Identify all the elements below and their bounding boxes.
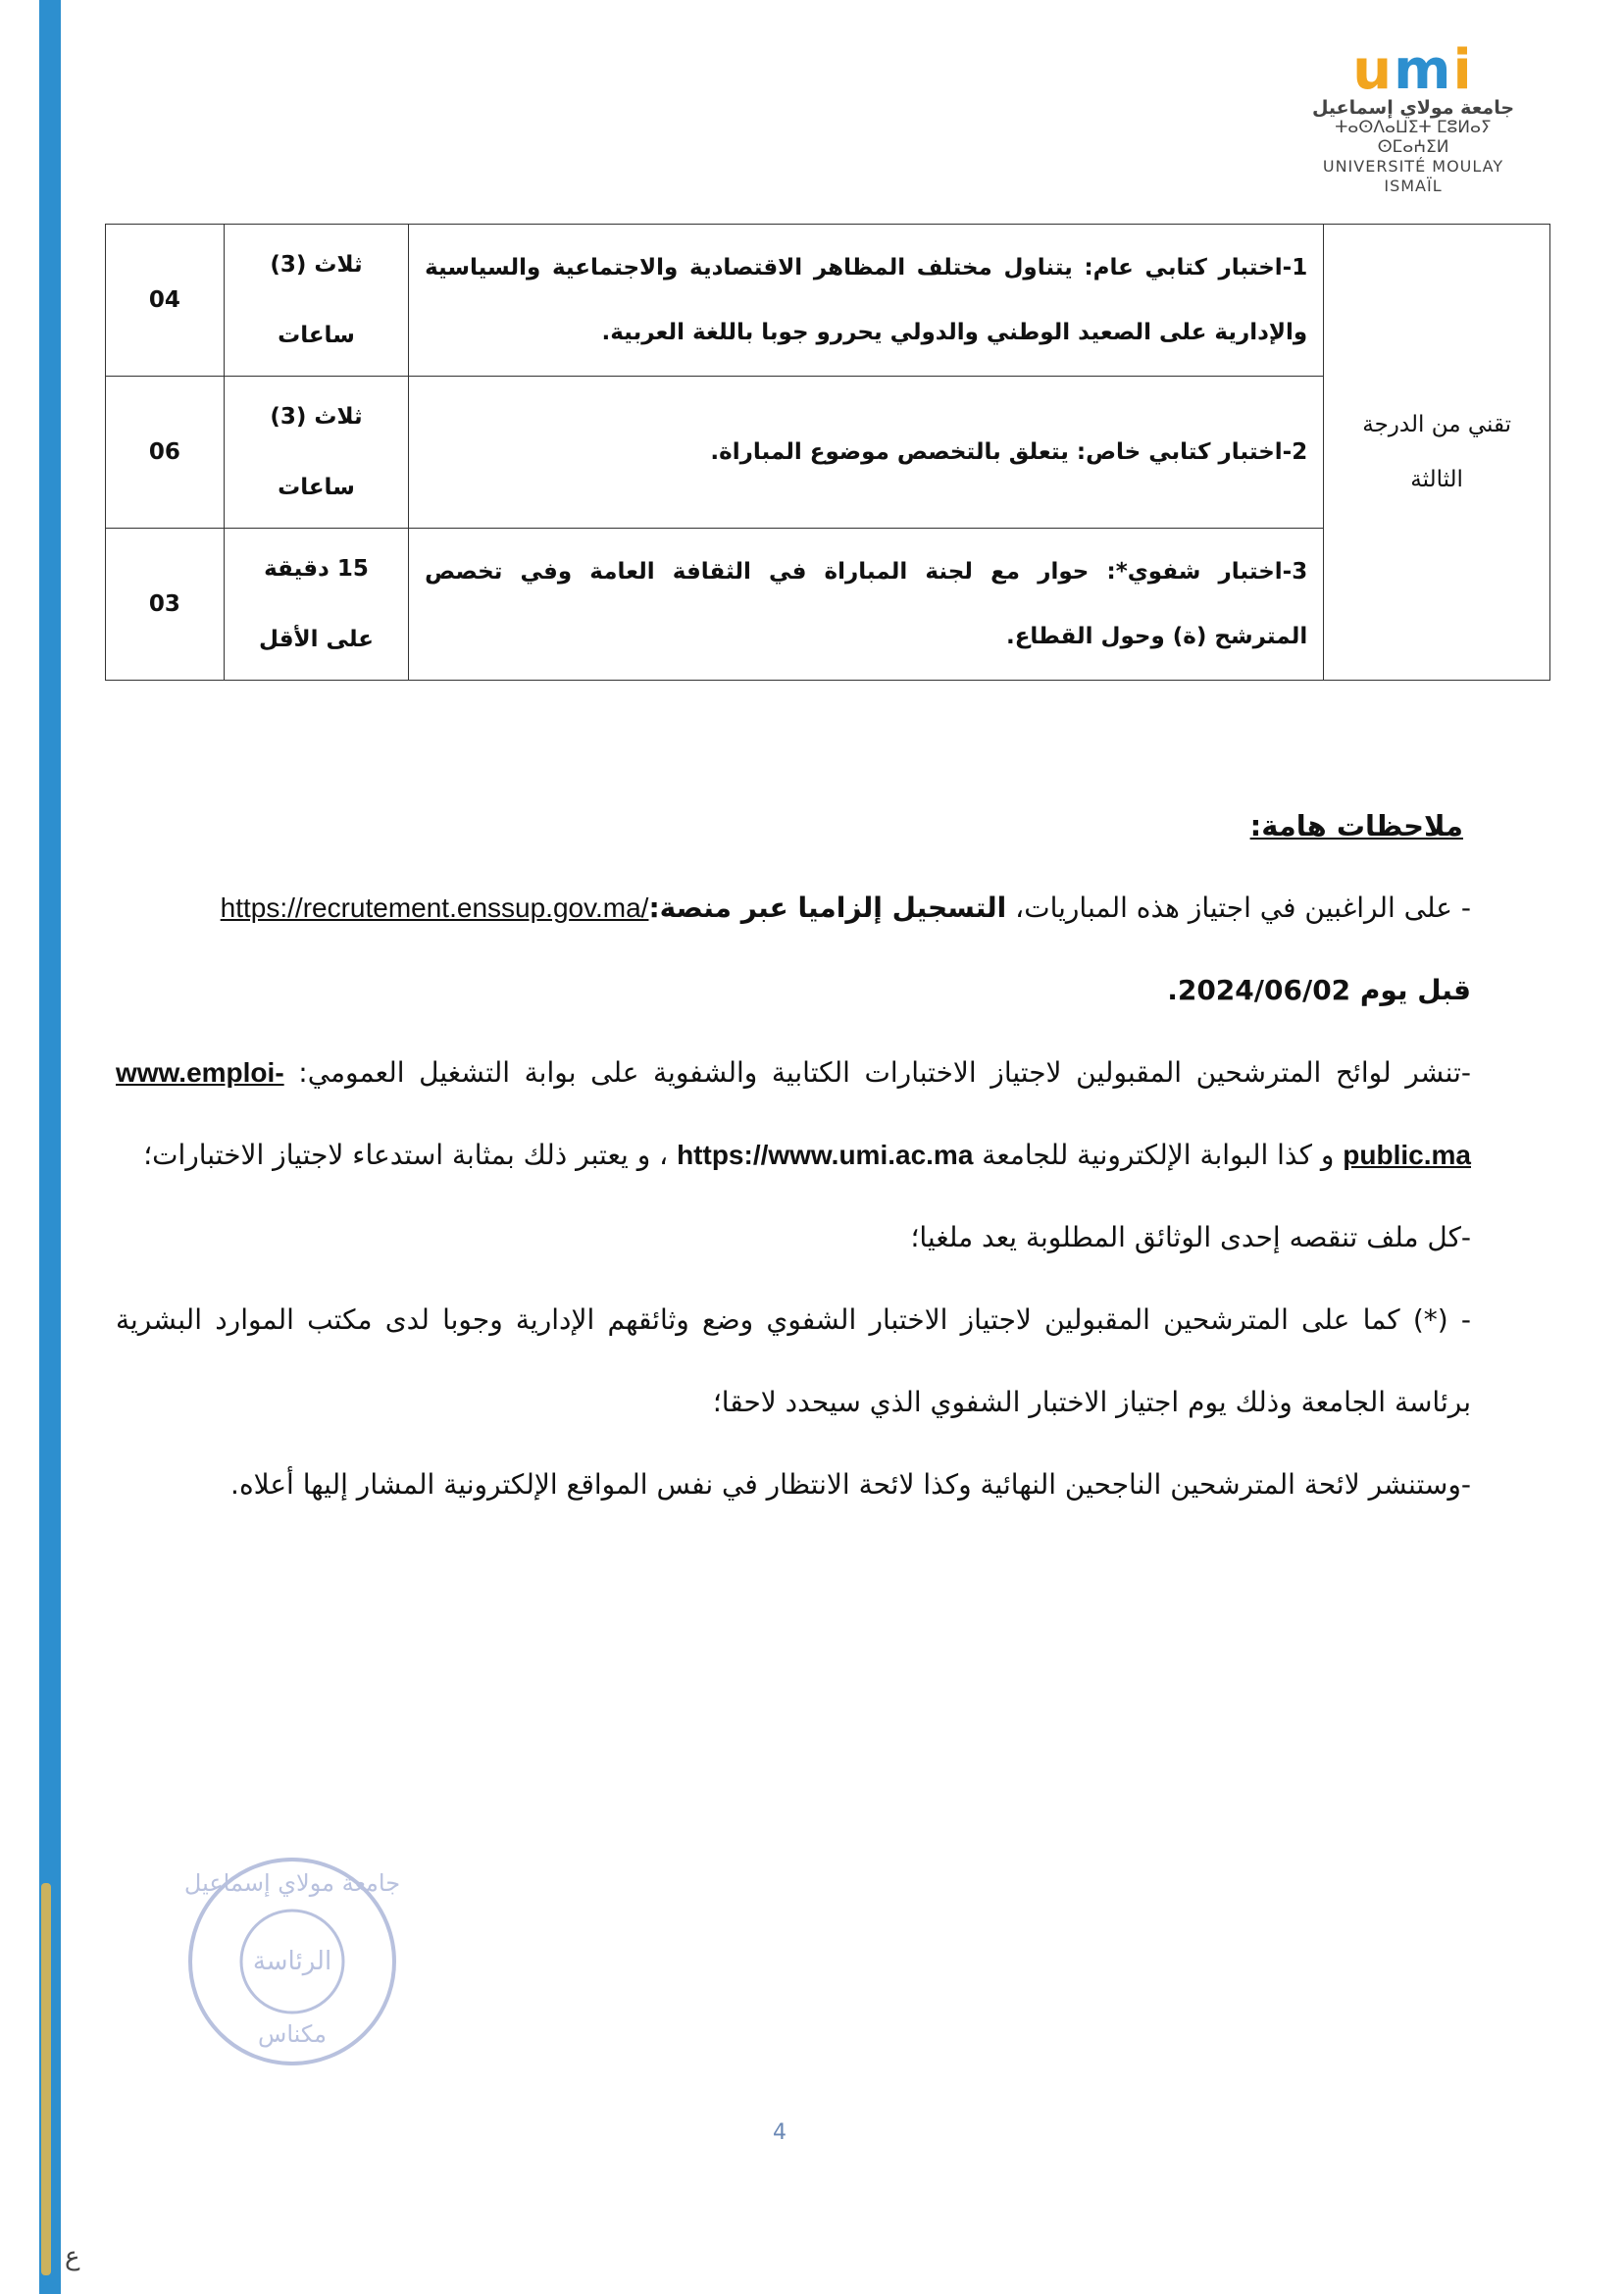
umi-link[interactable]: https://www.umi.ac.ma xyxy=(677,1140,974,1170)
exam-table xyxy=(105,224,1550,681)
corner-handwritten-mark: ع xyxy=(65,2242,80,2271)
exam-coefficient: 06 xyxy=(106,377,225,529)
svg-text:مكناس: مكناس xyxy=(258,2020,327,2048)
registration-link[interactable]: https://recrutement.enssup.gov.ma/ xyxy=(220,892,649,923)
exam-description: 3-اختبار شفوي*: حوار مع لجنة المباراة في الثقافة العامة وفي تخصص المترشح (ة) وحول القطاع. xyxy=(409,529,1324,681)
important-notes xyxy=(116,785,1471,1526)
exam-description: 2-اختبار كتابي خاص: يتعلق بالتخصص موضوع المباراة. xyxy=(409,377,1324,529)
note-incomplete-file: -كل ملف تنقصه إحدى الوثائق المطلوبة يعد ملغيا؛ xyxy=(910,1221,1471,1253)
table-row xyxy=(106,225,1550,377)
note-registration: - على الراغبين في اجتياز هذه المباريات، التسجيل إلزاميا عبر منصة:https://recrutement.enssup.gov.ma/ قبل يوم 2024/06/02. xyxy=(220,892,1471,1006)
exam-coefficient: 03 xyxy=(106,529,225,681)
logo-tifinagh-name: ⵜⴰⵙⴷⴰⵡⵉⵜ ⵎⵓⵍⴰⵢ ⵙⵎⴰⵄⵉⵍ xyxy=(1335,118,1492,157)
exam-description: 1-اختبار كتابي عام: يتناول مختلف المظاهر الاقتصادية والاجتماعية والسياسية والإدارية على الصعيد الوطني والدولي يحررو جوبا باللغة العربية. xyxy=(409,225,1324,377)
exam-duration: ثلاث (3) ساعات xyxy=(224,225,408,377)
notes-title: ملاحظات هامة: xyxy=(1249,809,1463,842)
presidency-stamp xyxy=(175,1844,410,2079)
university-logo xyxy=(1300,38,1526,195)
exam-duration: 15 دقيقة على الأقل xyxy=(224,529,408,681)
emploi-public-link[interactable]: www.emploi-public.ma xyxy=(116,1057,1471,1170)
svg-text:الرئاسة: الرئاسة xyxy=(252,1947,332,1976)
logo-french-name: UNIVERSITÉ MOULAY ISMAÏL xyxy=(1322,157,1504,195)
svg-text:جامعة مولاي إسماعيل: جامعة مولاي إسماعيل xyxy=(183,1869,401,1897)
note-final-list: -وستنشر لائحة المترشحين الناجحين النهائية وكذا لائحة الانتظار في نفس المواقع الإلكترونية المشار إليها أعلاه. xyxy=(230,1468,1471,1501)
logo-arabic-name: جامعة مولاي إسماعيل xyxy=(1311,97,1515,119)
page-number: 4 xyxy=(773,2120,787,2145)
grade-cell: تقني من الدرجة الثالثة xyxy=(1324,225,1550,681)
exam-coefficient: 04 xyxy=(106,225,225,377)
umi-logo-mark: umi xyxy=(1352,38,1474,102)
exam-duration: ثلاث (3) ساعات xyxy=(224,377,408,529)
note-oral-documents: - (*) كما على المترشحين المقبولين لاجتياز الاختبار الشفوي وضع وثائقهم الإدارية وجوبا لدى مكتب الموارد البشرية برئاسة الجامعة وذلك يوم اجتياز الاختبار الشفوي الذي سيحدد لاحقا؛ xyxy=(116,1303,1471,1418)
note-publication: -تنشر لوائح المترشحين المقبولين لاجتياز الاختبارات الكتابية والشفوية على بوابة التشغيل العمومي: www.emploi-public.ma و كذا البوابة الإلكترونية للجامعة https://www.umi.ac.ma ، و يعتبر ذلك بمثابة استدعاء لاجتياز الاختبارات؛ xyxy=(116,1056,1471,1171)
left-gold-accent xyxy=(41,1883,51,2275)
